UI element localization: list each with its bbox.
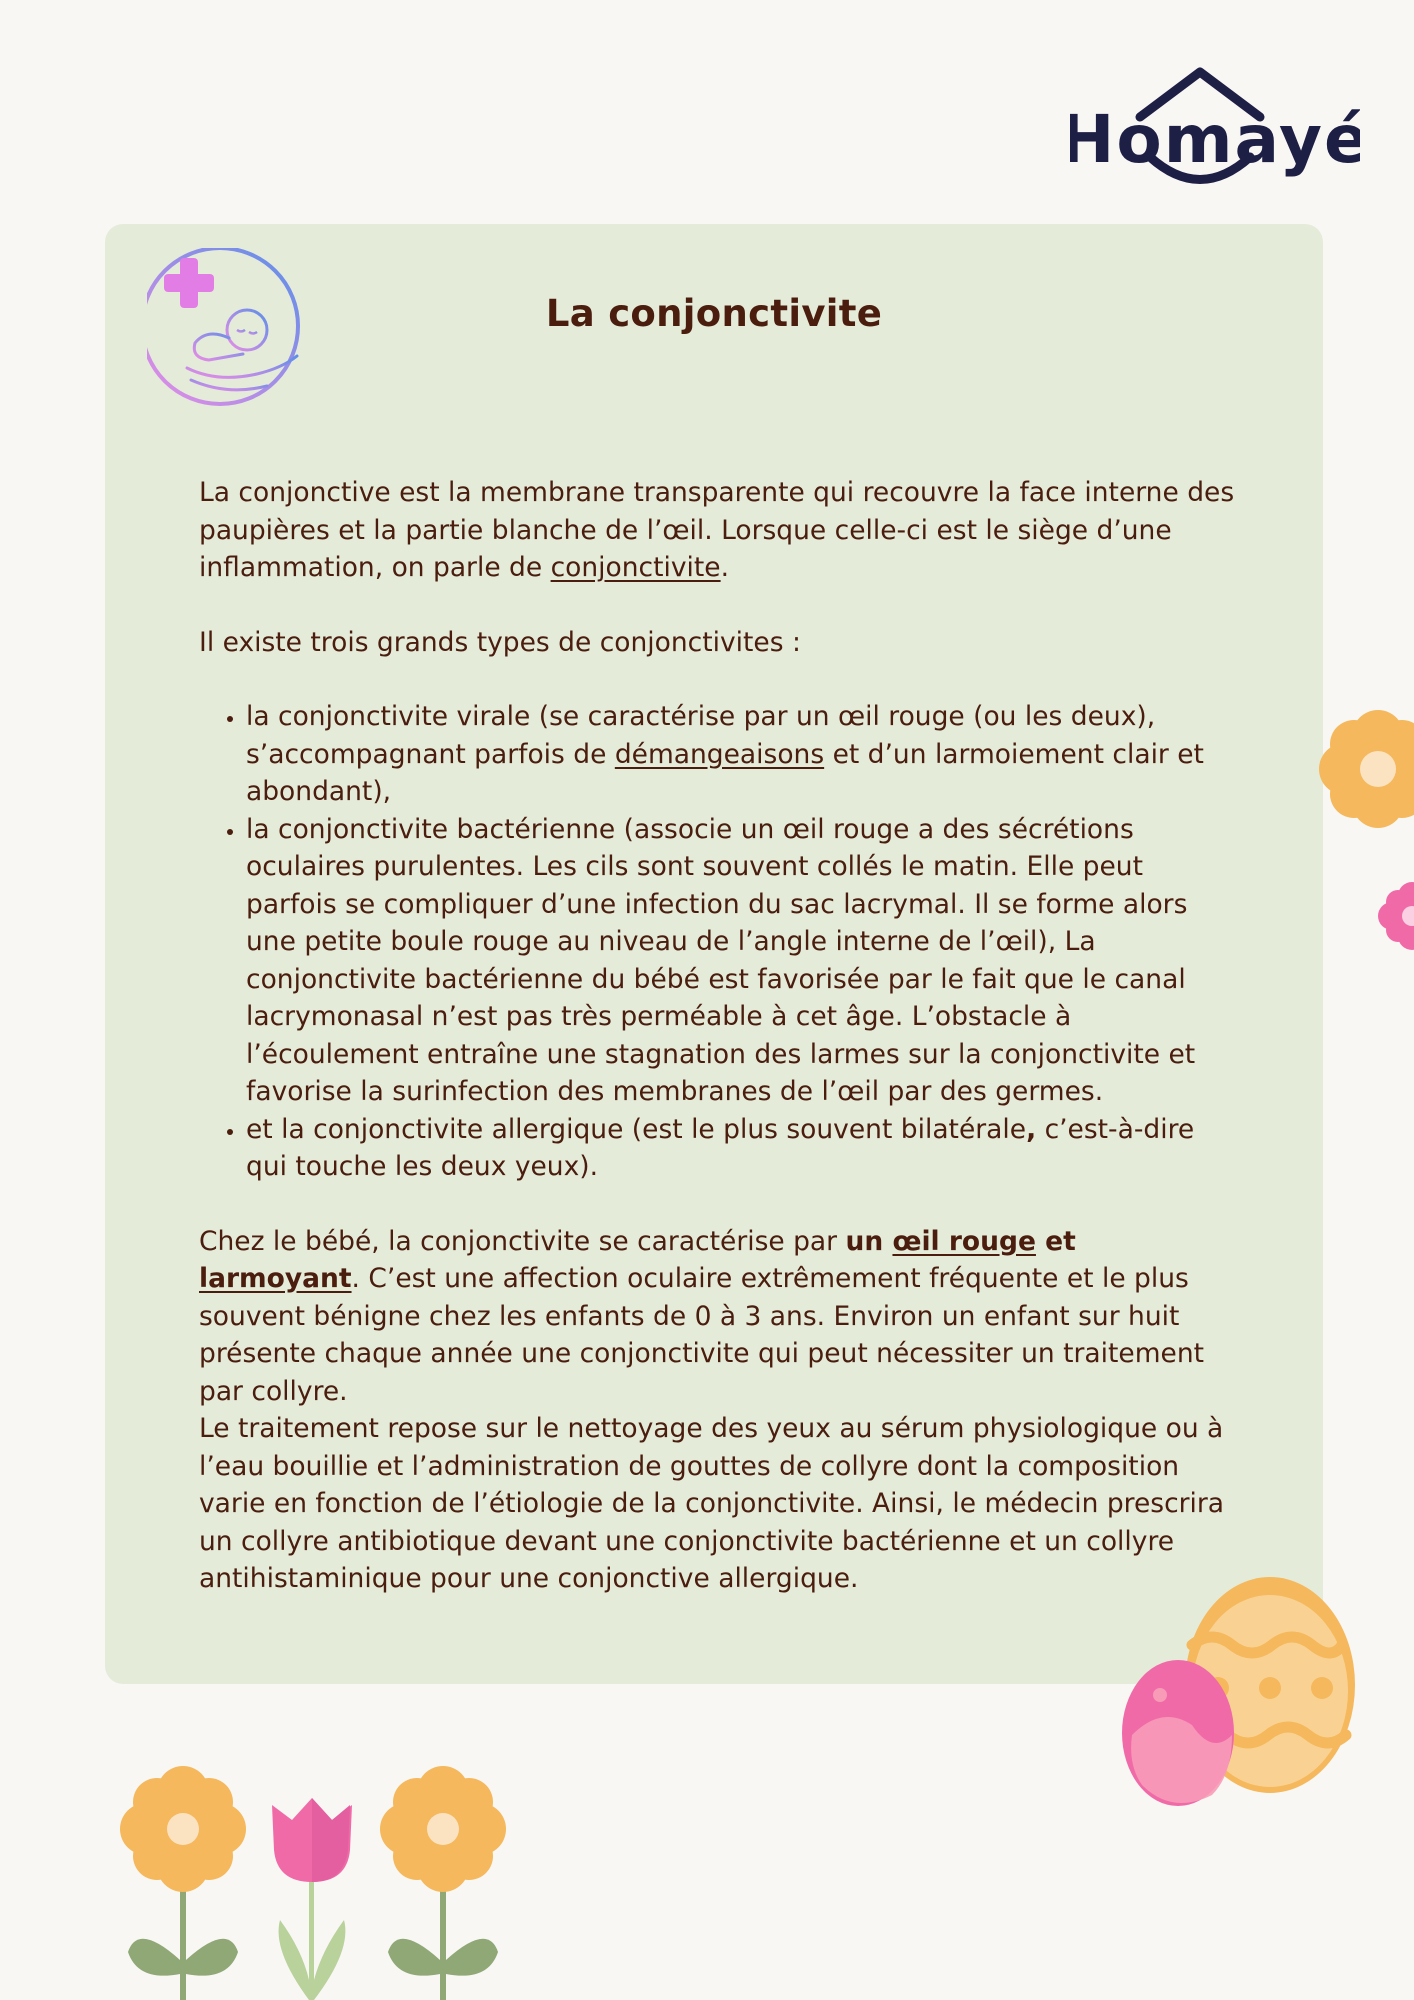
list-item-allergic	[246, 1111, 1239, 1186]
page-title: La conjonctivite	[545, 292, 883, 335]
flower-decoration-right	[368, 1762, 518, 2000]
oeil-rouge-link[interactable]: œil rouge	[892, 1225, 1036, 1257]
types-intro: Il existe trois grands types de conjonctivites :	[199, 626, 801, 658]
logo-text: Homayé	[1070, 101, 1360, 178]
baby-text-end: . C’est une affection oculaire extrêmement fréquente et le plus souvent bénigne chez les enfants de 0 à 3 ans. Environ un enfant sur huit présente chaque année une conjonctivite qui peut nécessiter un traitement par collyre.	[199, 1263, 1205, 1407]
viral-text-end: et d’un larmoiement clair et abondant),	[246, 738, 1204, 807]
baby-paragraph	[199, 1223, 1239, 1411]
conjonctivite-link[interactable]: conjonctivite	[550, 552, 721, 583]
baby-bold-text: un	[845, 1225, 893, 1257]
list-item-bacterial: • la conjonctivite bactérienne (associe un œil rouge a des sécrétions oculaires purulentes. Les cils sont souvent collés le matin. Elle peut parfois se compliquer d’une infection du sac lacrymal. Il se forme alors une petite boule rouge au niveau de l’angle interne de l’œil), La conjonctivite bactérienne du bébé est favorisée par le fait que le canal lacrymonasal n’est pas très perméable à cet âge. L’obstacle à l’écoulement entraîne une stagnation des larmes sur la conjonctivite et favorise la surinfection des membranes de l’œil par des germes.	[246, 811, 1239, 1111]
logo-graphic	[1070, 62, 1360, 202]
allergic-text-end: c’est-à-dire qui touche les deux yeux).	[246, 1113, 1195, 1182]
tulip-decoration	[262, 1790, 362, 2000]
easter-egg-decoration	[1120, 1575, 1360, 1815]
flower-decoration-left	[108, 1762, 258, 2000]
flower-decoration-small	[1374, 874, 1414, 958]
flower-decoration	[1318, 694, 1414, 844]
larmoyant-link[interactable]: larmoyant	[199, 1263, 352, 1294]
intro-text: La conjonctive est la membrane transparente qui recouvre la face interne des paupières et la partie blanche de l’œil. Lorsque celle-ci est le siège d’une inflammation, on parle de	[199, 477, 1235, 583]
baby-bold-text-2: et	[1035, 1225, 1076, 1257]
article-card	[105, 224, 1323, 1684]
intro-paragraph	[199, 474, 1239, 587]
baby-text: Chez le bébé, la conjonctivite se caractérise par	[199, 1225, 846, 1257]
list-item-viral	[246, 698, 1239, 811]
article-body	[199, 474, 1239, 1598]
demangeaisons-link[interactable]: démangeaisons	[614, 738, 825, 770]
conjunctivitis-types-list	[199, 698, 1239, 1186]
allergic-text: et la conjonctivite allergique (est le plus souvent bilatérale	[246, 1113, 1027, 1145]
allergic-comma: ,	[1026, 1113, 1037, 1145]
intro-text-end: .	[720, 552, 730, 583]
treatment-paragraph: Le traitement repose sur le nettoyage des yeux au sérum physiologique ou à l’eau bouillie et l’administration de gouttes de collyre dont la composition varie en fonction de l’étiologie de la conjonctivite. Ainsi, le médecin prescrira un collyre antibiotique devant une conjonctivite bactérienne et un collyre antihistaminique pour une conjonctive allergique.	[199, 1413, 1225, 1594]
viral-text: la conjonctivite virale (se caractérise par un œil rouge (ou les deux), s’accompagnant parfois de	[246, 701, 1156, 770]
homaye-logo	[1070, 62, 1360, 202]
